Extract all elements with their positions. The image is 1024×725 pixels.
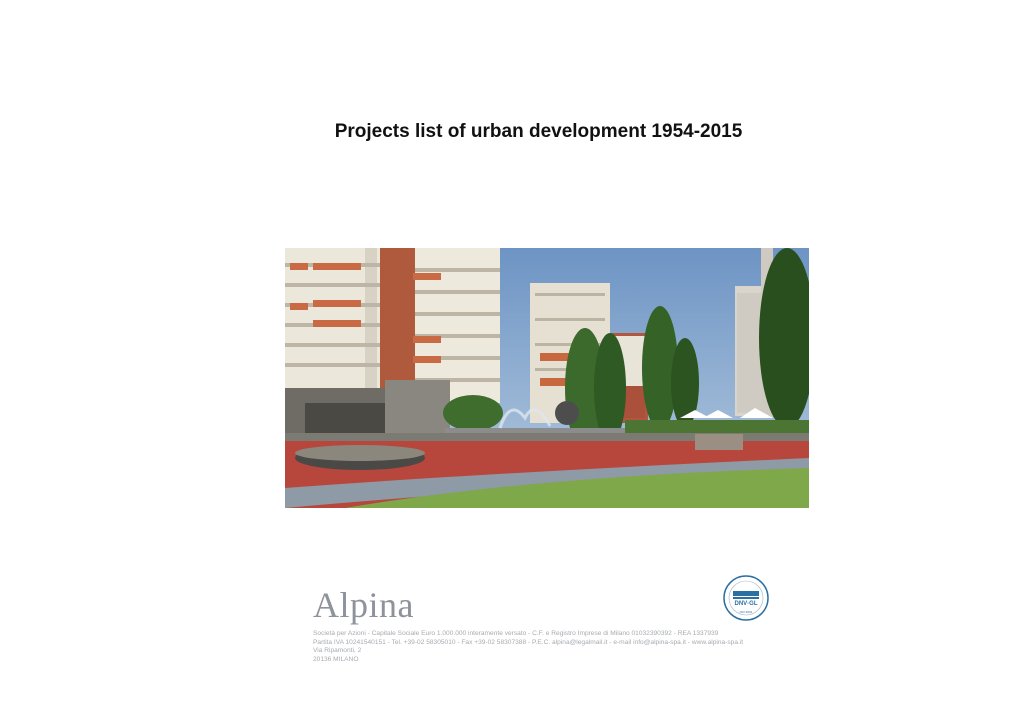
footer-line-city: 20136 MILANO	[313, 655, 359, 663]
company-logo: Alpina	[313, 585, 414, 625]
footer-line-company: Società per Azioni - Capitale Sociale Euro 1.000.000 interamente versato - C.F. e Registro Imprese di Milano 01032390392 - REA 1337939	[313, 630, 719, 637]
certification-seal-icon	[722, 574, 770, 622]
page-title: Projects list of urban development 1954-2015	[334, 121, 743, 142]
company-footer	[313, 630, 743, 664]
svg-text:DNV·GL: DNV·GL	[734, 601, 758, 607]
footer-line-street: Via Ripamonti, 2	[313, 647, 362, 654]
footer-line-contacts: Partita IVA 10241540151 - Tel. +39-02 58305010 - Fax +39-02 58307388 - P.E.C. alpina@legalmail.it - e-mail info@alpina-spa.it - www.alpina-spa.it	[313, 638, 744, 646]
svg-text:ISO 9001: ISO 9001	[739, 610, 753, 614]
cover-photo	[285, 248, 809, 508]
